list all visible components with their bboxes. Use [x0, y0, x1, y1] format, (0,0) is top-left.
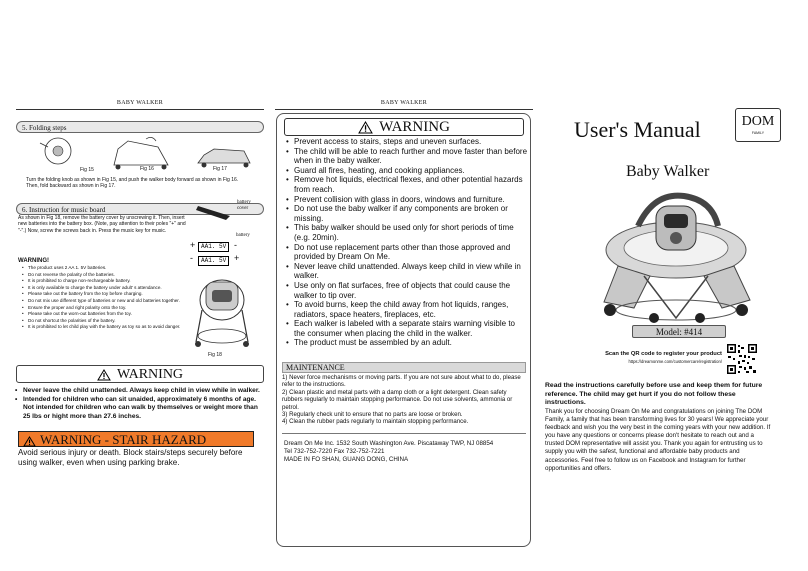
fig15-illustration — [40, 138, 71, 164]
stair-hazard-text: Avoid serious injury or death. Block stairs/steps securely before using walker, even when using parking brake. — [18, 448, 243, 467]
list-item-text: Never leave the child unattended. Always keep child in view while in walker. — [23, 387, 260, 394]
list-item: 4) Clean the rubber pads regularly to maintain stopping performance. — [282, 418, 469, 426]
maintenance-title: MAINTENANCE — [282, 362, 526, 373]
stair-hazard-title: WARNING - STAIR HAZARD — [40, 432, 207, 447]
list-item: • Ensure the proper and right polarity onto the toy. — [20, 305, 190, 312]
dom-logo — [735, 108, 781, 142]
list-item: • The product uses 2 AA 1. 5V batteries. — [20, 265, 190, 272]
battery-minus-2: - — [190, 253, 193, 263]
warning-triangle-icon — [358, 121, 373, 134]
list-item: • Guard all fires, heating, and cooking appliances. — [284, 166, 528, 176]
battery-1: AA1. 5V — [198, 242, 229, 252]
section-title-music: 6. Instruction for music board — [16, 203, 264, 215]
header-rule — [275, 109, 533, 110]
fig-label-16: Fig 16 — [140, 166, 154, 172]
list-item: • It is only available to charge the battery under adult' s attendance. — [20, 285, 190, 292]
list-item: • Each walker is labeled with a separate stairs warning visible to the consumer when placing the child in the walker. — [284, 319, 528, 338]
music-text: As shown in Fig 18, remove the battery cover by unscrewing it. Then, insert new batteries into the battery box. (Note, pay attention to their poles "+" and "-".) Now, screw the screws back in. Press the music key for music. — [18, 215, 186, 234]
battery-label: battery — [236, 233, 250, 238]
list-item: • Please take out the worn-out batteries from the toy. — [20, 311, 190, 318]
fig18-walker-illustration — [192, 270, 252, 350]
thank-you-text: Thank you for choosing Dream On Me and congratulations on joining The DOM Family, a family that has been transforming lives for 30 years! We appreciate your feedback and wish you the very best in the coming years with your new addition. If you have any questions or concerns please don't hesitate to reach out and a trusted DOM representative will assist you. Thank you again for entrusting us to supply you with the safest, functional and affordable baby products and accessories. Feel free to follow us on Facebook and Instagram for further opportunities and offers. — [545, 408, 771, 472]
panel-header: BABY WALKER — [116, 100, 164, 106]
scan-text: Scan the QR code to register your product — [605, 351, 722, 357]
fig-label-17: Fig 17 — [213, 166, 227, 172]
list-item: • Do not use replacement parts other than those approved and provided by Dream On Me. — [284, 243, 528, 262]
fig16-illustration — [114, 137, 168, 169]
list-item: • Use only on flat surfaces, free of objects that could cause the walker to tip over. — [284, 281, 528, 300]
registration-url: https://dreamonme.com/customercare/registration/ — [628, 359, 722, 364]
qr-code-icon[interactable] — [726, 343, 758, 375]
panel-header: BABY WALKER — [380, 100, 428, 106]
battery-cover-label: battery cover — [237, 200, 251, 212]
battery-plus-1: + — [190, 240, 196, 250]
warning-banner-text: WARNING — [379, 119, 450, 135]
list-item: • Never leave child unattended. Always keep child in view while in walker. — [284, 262, 528, 281]
list-item: • Prevent collision with glass in doors, windows and furniture. — [284, 195, 528, 205]
list-item: • It is prohibited to charge non-rechargeable battery. — [20, 278, 190, 285]
battery-2: AA1. 5V — [198, 256, 229, 266]
address-line: Dream On Me Inc. 1532 South Washington Ave. Piscataway TWP, NJ 08854 — [284, 440, 494, 447]
maintenance-list — [282, 374, 526, 426]
warning-banner-middle — [284, 118, 524, 136]
walker-warning-list — [284, 137, 528, 348]
product-name: Baby Walker — [626, 163, 710, 180]
fig-label-15: Fig 15 — [80, 167, 94, 173]
list-item: • Do not use the baby walker if any components are broken or missing. — [284, 204, 528, 223]
battery-minus-1: - — [234, 240, 237, 250]
warning-banner-left — [16, 365, 264, 383]
baby-walker-image — [594, 186, 758, 326]
list-item: • Intended for children who can sit unaided, approximately 6 months of age. Not intended for children who can walk by themselves or weight more than 25 lbs or hight more than 27.6 inches. — [15, 395, 258, 420]
section-title-folding: 5. Folding steps — [16, 121, 264, 133]
fig-label-18: Fig 18 — [208, 352, 222, 358]
logo-subtext: FAMILY — [751, 131, 765, 135]
warning-triangle-icon — [23, 436, 36, 447]
header-rule — [16, 109, 264, 110]
main-warning-list — [14, 387, 266, 421]
model-badge: Model: #414 — [632, 325, 726, 338]
list-item: • To avoid burns, keep the child away from hot liquids, ranges, radiators, space heaters, fireplaces, etc. — [284, 300, 528, 319]
battery-plus-2: + — [234, 253, 240, 263]
list-item: • Do not reverse the polarity of the batteries. — [20, 272, 190, 279]
list-item-text: Intended for children who can sit unaided, approximately 6 months of age. Not intended for children who can walk by themselves or weight more than 25 lbs or hight more than 27.6 inches. — [23, 395, 258, 420]
list-item: 1) Never force mechanisms or moving parts. If you are not sure about what to do, please refer to the instructions. — [282, 374, 521, 389]
divider — [282, 433, 526, 434]
list-item: 3) Regularly check unit to ensure that no parts are loose or broken. — [282, 411, 463, 419]
list-item: • Do not shortcut the polarities of the battery. — [20, 318, 190, 325]
list-item: • Please take out the battery from the toy before charging. — [20, 291, 190, 298]
made-in-line: MADE IN FO SHAN, GUANG DONG, CHINA — [284, 456, 409, 464]
battery-cover-illustration — [196, 200, 234, 222]
logo-text: DOM — [741, 114, 775, 129]
address-block — [284, 440, 528, 465]
list-item: • Prevent access to stairs, steps and uneven surfaces. — [284, 137, 528, 147]
warning-small-title: WARNING! — [18, 258, 49, 264]
phone-line: Tel 732-752-7220 Fax 732-752-7221 — [284, 448, 385, 456]
battery-warning-list — [20, 265, 190, 331]
warning-triangle-icon — [97, 369, 111, 381]
manual-title: User's Manual — [574, 117, 701, 142]
stair-hazard-banner — [18, 431, 254, 447]
list-item: • Remove hot liquids, electrical flexes, and other potential hazards from reach. — [284, 175, 528, 194]
list-item: 2) Clean plastic and metal parts with a damp cloth or a light detergent. Clean safety rubbers regularly to maintain stopping performance. Do not use solvents, ammonia or petrol. — [282, 388, 513, 411]
list-item: • Do not mix use different type of batteries or new and old batteries together. — [20, 298, 190, 305]
warning-banner-text: WARNING — [116, 367, 184, 382]
list-item: • The product must be assembled by an adult. — [284, 338, 528, 348]
list-item: • The child will be able to reach further and move faster than before when in the baby walker. — [284, 147, 528, 166]
list-item: • It is prohibited to let child play with the battery as toy so as to avoid danger. — [20, 324, 190, 331]
list-item: • Never leave the child unattended. Always keep child in view while in walker. — [15, 387, 260, 394]
fig17-illustration — [198, 149, 250, 168]
folding-text: Turn the folding knob as shown in Fig 15, and push the walker body forward as shown in Fig 16. Then, fold backward as shown in Fig 17. — [26, 177, 239, 190]
list-item: • This baby walker should be used only for short periods of time (e.g. 20min). — [284, 223, 528, 242]
read-instructions-text: Read the instructions carefully before use and keep them for future reference. The child may get hurt if you do not follow these instructions. — [545, 382, 763, 407]
